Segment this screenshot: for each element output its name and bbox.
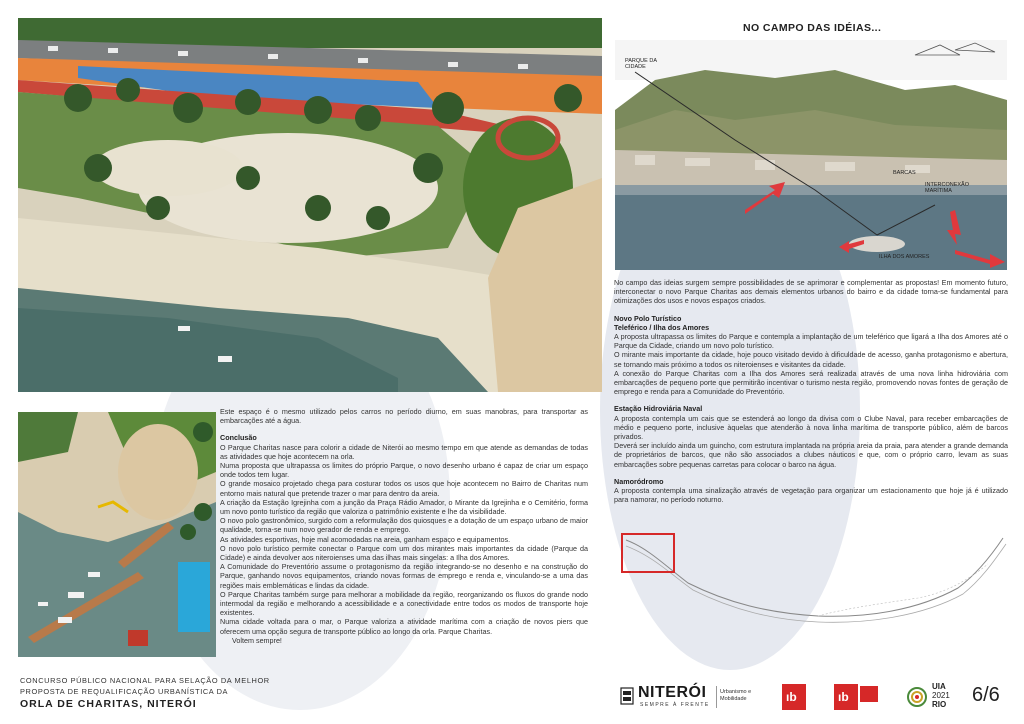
polo-paragraph-2: O mirante mais importante da cidade, hoje pouco visitado devido à dificuldade de acesso, ganha protagonismo e abertura, se tornando mais próximo a todos os niteroienses e visitantes da cidade. <box>614 350 1008 369</box>
iab-centenario-logo: ıb <box>834 684 880 710</box>
conclusion-paragraph-6: As atividades esportivas, hoje mal acomodadas na areia, ganham espaço e equipamentos. <box>220 534 511 544</box>
uia-text: UIA <box>932 682 946 691</box>
label-parque-da-cidade: PARQUE DA CIDADE <box>625 58 657 70</box>
footer-line-1: CONCURSO PÚBLICO NACIONAL PARA SELAÇÃO DA MELHOR <box>20 676 270 685</box>
conclusion-paragraph-9: O Parque Charitas também surge para melhorar a mobilidade da região, reorganizando os fluxos do grande nodo intermodal da região e melhorando a acessibilidade e a conectividade entre todos os modos de transporte hoje existentes. <box>220 589 588 618</box>
intro-paragraph: No campo das ideias surgem sempre possibilidades de se aprimorar e complementar as propostas! Em momento futuro, interconectar o novo Parque Charitas aos demais elementos urbanos do bairro e da cidade torna-se fundamental para otimizações dos usos e novos espaços criados. <box>614 278 1008 306</box>
urbanismo-label: Urbanismo e Mobilidade <box>720 689 752 702</box>
footer-line-3: ORLA DE CHARITAS, NITERÓI <box>20 698 197 710</box>
conclusion-paragraph-5: O novo polo gastronômico, surgido com a reformulação dos quiosques e a dotação de um espaço urbano de maior qualidade, torna-se num novo gerador de renda e emprego. <box>220 516 588 535</box>
conclusion-paragraph-2: Numa proposta que ultrapassa os limites do próprio Parque, o novo desenho urbano é capaz de criar um espaço onde todos tem lugar. <box>220 461 588 480</box>
estacao-title: Estação Hidroviária Naval <box>614 404 703 414</box>
polo-subtitle: Teleférico / Ilha dos Amores <box>614 322 710 332</box>
footer-line-2: PROPOSTA DE REQUALIFICAÇÃO URBANÍSTICA DA <box>20 687 229 696</box>
uia-city: RIO <box>932 700 947 709</box>
conclusion-paragraph-7: O novo polo turístico permite conectar o Parque com um dos mirantes mais importantes da cidade (Parque da Cidade) e ainda devolver aos niteroienses uma das ilhas mais singelas: a Ilha dos Amores. <box>220 543 588 563</box>
site-map-drawing <box>618 528 1010 628</box>
aerial-park-image <box>18 18 602 392</box>
niteroi-slogan: SEMPRE À FRENTE <box>640 702 710 708</box>
namorodromo-paragraph: A proposta contempla uma sinalização através de vegetação para organizar um estacionamento que hoje já é utilizado para namorar, no período noturno. <box>614 486 1008 505</box>
logo-divider <box>716 686 717 708</box>
section-title: NO CAMPO DAS IDÉIAS... <box>743 22 882 34</box>
polo-title: Novo Polo Turístico <box>614 313 682 323</box>
aerial-pier-image <box>18 412 216 657</box>
label-barcas: BARCAS <box>893 170 916 176</box>
niteroi-logo <box>620 684 770 712</box>
polo-paragraph-3: A conexão do Parque Charitas com a Ilha dos Amores será realizada através de uma nova linha hidroviária com embarcações de pequeno porte que permitirão incentivar o turismo nesta região, promovendo novas fontes de geração de emprego e renda para a Comunidade do Preventório. <box>614 368 1008 397</box>
conclusion-paragraph-4: A criação da Estação Igrejinha com a junção da Praça Rádio Amador, o Mirante da Igrejinha e o Cemitério, forma um novo ponto turístico da região que valoriza o patrimônio existente e lhe da visibilidade. <box>220 497 588 517</box>
label-interconexao-maritima: INTERCONEXÃO MARÍTIMA <box>925 182 970 194</box>
page-number: 6/6 <box>972 684 1000 706</box>
conclusion-title: Conclusão <box>220 433 257 443</box>
conclusion-paragraph-3: O grande mosaico projetado chega para costurar todos os usos que hoje acontecem no Bairro de Charitas num entorno mais natural que pretende trazer o mar para dentro da areia. <box>220 479 588 498</box>
conclusion-paragraph-8: A Comunidade do Preventório assume o protagonismo da região integrando-se no desenho e na construção do Parque, ganhando novos equipamentos, criando novas formas de emprego e renda e, vinculando-se a uma das regiões mais emblemáticas e lindas da cidade. <box>220 562 588 590</box>
uia-2021-rio-logo <box>906 682 966 712</box>
conclusion-paragraph-10: Numa cidade voltada para o mar, o Parque valoriza a atividade marítima com a criação de novos piers que oferecem uma opção segura de transporte público ao longo da orla. Parque Charitas. <box>220 617 588 636</box>
uia-circle-icon <box>906 686 928 708</box>
niteroi-wordmark: NITERÓI <box>638 684 707 701</box>
conclusion-paragraph-1: O Parque Charitas nasce para colorir a cidade de Niterói ao mesmo tempo em que atende as demandas de todas as atividades que hoje acontecem na orla. <box>220 442 588 461</box>
label-ilha-dos-amores: ILHA DOS AMORES <box>879 254 930 260</box>
namorodromo-title: Namoródromo <box>614 476 664 486</box>
estacao-paragraph-2: Deverá ser incluído ainda um guincho, com estrutura implantada na própria areia da praia, para atender a grande demanda de proprietários de barcos, que não são associados a clubes náuticos e que, com o próprio carro, levam as suas embarcações sobre pequenas carretas para colocar o barco na água. <box>614 441 1008 469</box>
polo-paragraph-1: A proposta ultrapassa os limites do Parque e contempla a implantação de um teleférico que ligará a Ilha dos Amores até o Parque da Cidade, criando um novo polo turístico. <box>614 332 1008 351</box>
iab-logo: ıb <box>782 684 806 710</box>
conclusion-paragraph-11: Voltem sempre! <box>232 635 282 645</box>
intro-left-paragraph: Este espaço é o mesmo utilizado pelos carros no período diurno, em suas manobras, para transportar as embarcações até a água. <box>220 407 588 426</box>
conclusion-text-column <box>220 407 588 645</box>
right-text-column <box>614 278 1008 504</box>
uia-year: 2021 <box>932 691 950 700</box>
panorama-image <box>615 40 1007 270</box>
niteroi-crest-icon <box>620 686 634 708</box>
estacao-paragraph-1: A proposta contempla um cais que se estenderá ao longo da divisa com o Clube Naval, para receber embarcações de médio e pequeno porte, inclusive àquelas que atenderão à nova linha marítima de transporte público, além de barcos privados. <box>614 413 1008 442</box>
